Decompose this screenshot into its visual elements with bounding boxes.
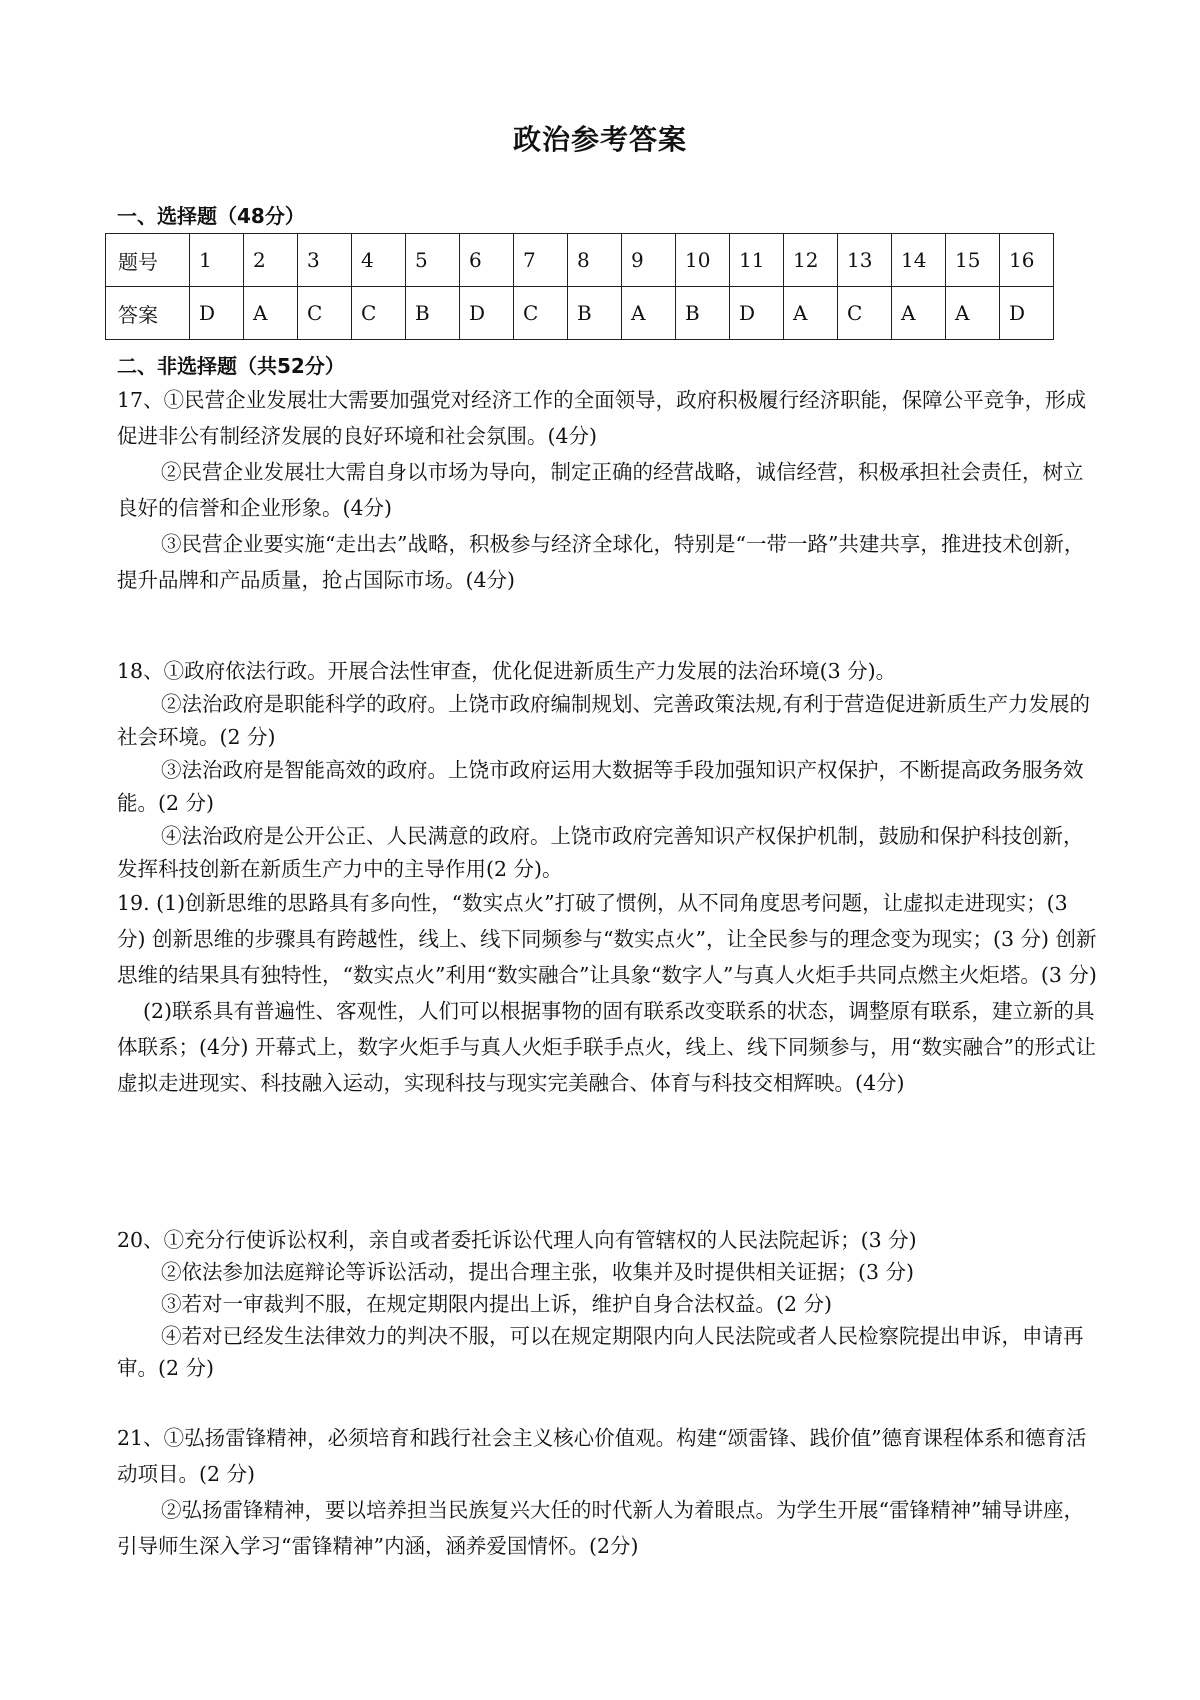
answer-block-20 <box>117 1224 1097 1384</box>
table-row-answers <box>106 287 1054 340</box>
question-number: 2 <box>244 234 298 287</box>
answer-paragraph: ②法治政府是职能科学的政府。上饶市政府编制规划、完善政策法规,有利于营造促进新质生产力发展的社会环境。(2 分) <box>117 692 1091 749</box>
answer-letter: A <box>892 287 946 340</box>
answer-letter: A <box>946 287 1000 340</box>
page-title: 政治参考答案 <box>512 123 687 156</box>
answer-letter: A <box>622 287 676 340</box>
question-number: 7 <box>514 234 568 287</box>
question-number: 13 <box>838 234 892 287</box>
answer-block-18 <box>117 655 1097 886</box>
question-number: 14 <box>892 234 946 287</box>
answer-table <box>105 233 1054 340</box>
question-number: 6 <box>460 234 514 287</box>
question-number: 4 <box>352 234 406 287</box>
answer-letter: D <box>1000 287 1054 340</box>
answer-paragraph: ②依法参加法庭辩论等诉讼活动，提出合理主张，收集并及时提供相关证据；(3 分) <box>161 1260 915 1284</box>
row-label-answer: 答案 <box>106 287 190 340</box>
question-number: 9 <box>622 234 676 287</box>
answer-paragraph: ④若对已经发生法律效力的判决不服，可以在规定期限内向人民法院或者人民检察院提出申诉，申请再审。(2 分) <box>117 1324 1084 1380</box>
answer-paragraph: ②民营企业发展壮大需自身以市场为导向，制定正确的经营战略，诚信经营，积极承担社会责任，树立良好的信誉和企业形象。(4分) <box>117 460 1084 520</box>
question-number: 1 <box>190 234 244 287</box>
question-number: 11 <box>730 234 784 287</box>
answer-letter: B <box>568 287 622 340</box>
table-row-question-numbers <box>106 234 1054 287</box>
question-number: 5 <box>406 234 460 287</box>
question-number: 3 <box>298 234 352 287</box>
answer-paragraph: ②弘扬雷锋精神，要以培养担当民族复兴大任的时代新人为着眼点。为学生开展“雷锋精神”辅导讲座，引导师生深入学习“雷锋精神”内涵，涵养爱国情怀。(2分) <box>117 1498 1084 1558</box>
answer-letter: A <box>784 287 838 340</box>
answer-block-21 <box>117 1420 1097 1564</box>
answer-paragraph: 21、①弘扬雷锋精神，必须培育和践行社会主义核心价值观。构建“颂雷锋、践价值”德育课程体系和德育活动项目。(2 分) <box>117 1426 1087 1486</box>
answer-paragraph: 19. (1)创新思维的思路具有多向性，“数实点火”打破了惯例，从不同角度思考问题，让虚拟走进现实；(3 分) 创新思维的步骤具有跨越性，线上、线下同频参与“数实点火”，让全民参与的理念变为现实；(3 分) 创新思维的结果具有独特性，“数实点火”利用“数实融合”让具象“数字人”与真人火炬手共同点燃主火炬塔。(3 分) <box>117 891 1097 987</box>
answer-paragraph: 18、①政府依法行政。开展合法性审查，优化促进新质生产力发展的法治环境(3 分)。 <box>117 659 897 683</box>
section-heading-non-choice: 二、非选择题（共52分） <box>117 354 345 378</box>
answer-block-17 <box>117 382 1097 598</box>
question-number: 10 <box>676 234 730 287</box>
answer-letter: B <box>406 287 460 340</box>
answer-block-19 <box>117 885 1097 1101</box>
answer-paragraph: 17、①民营企业发展壮大需要加强党对经济工作的全面领导，政府积极履行经济职能，保障公平竞争，形成促进非公有制经济发展的良好环境和社会氛围。(4分) <box>117 388 1087 448</box>
row-label-question-number: 题号 <box>106 234 190 287</box>
section-heading-multiple-choice: 一、选择题（48分） <box>117 204 305 228</box>
answer-paragraph: (2)联系具有普遍性、客观性，人们可以根据事物的固有联系改变联系的状态，调整原有联系，建立新的具体联系；(4分) 开幕式上，数字火炬手与真人火炬手联手点火，线上、线下同频参与，用“数实融合”的形式让虚拟走进现实、科技融入运动，实现科技与现实完美融合、体育与科技交相辉映。(4分) <box>117 999 1097 1095</box>
answer-letter: D <box>460 287 514 340</box>
answer-paragraph: 20、①充分行使诉讼权利，亲自或者委托诉讼代理人向有管辖权的人民法院起诉；(3 分) <box>117 1228 917 1252</box>
question-number: 16 <box>1000 234 1054 287</box>
answer-letter: A <box>244 287 298 340</box>
answer-letter: C <box>352 287 406 340</box>
answer-paragraph: ③若对一审裁判不服，在规定期限内提出上诉，维护自身合法权益。(2 分) <box>161 1292 833 1316</box>
question-number: 8 <box>568 234 622 287</box>
answer-letter: B <box>676 287 730 340</box>
answer-paragraph: ③法治政府是智能高效的政府。上饶市政府运用大数据等手段加强知识产权保护，不断提高政务服务效能。(2 分) <box>117 758 1084 815</box>
answer-letter: D <box>730 287 784 340</box>
answer-letter: D <box>190 287 244 340</box>
answer-paragraph: ④法治政府是公开公正、人民满意的政府。上饶市政府完善知识产权保护机制，鼓励和保护科技创新，发挥科技创新在新质生产力中的主导作用(2 分)。 <box>117 824 1084 881</box>
answer-letter: C <box>298 287 352 340</box>
question-number: 12 <box>784 234 838 287</box>
answer-letter: C <box>838 287 892 340</box>
answer-letter: C <box>514 287 568 340</box>
answer-paragraph: ③民营企业要实施“走出去”战略，积极参与经济全球化，特别是“一带一路”共建共享，推进技术创新，提升品牌和产品质量，抢占国际市场。(4分) <box>117 532 1085 592</box>
question-number: 15 <box>946 234 1000 287</box>
